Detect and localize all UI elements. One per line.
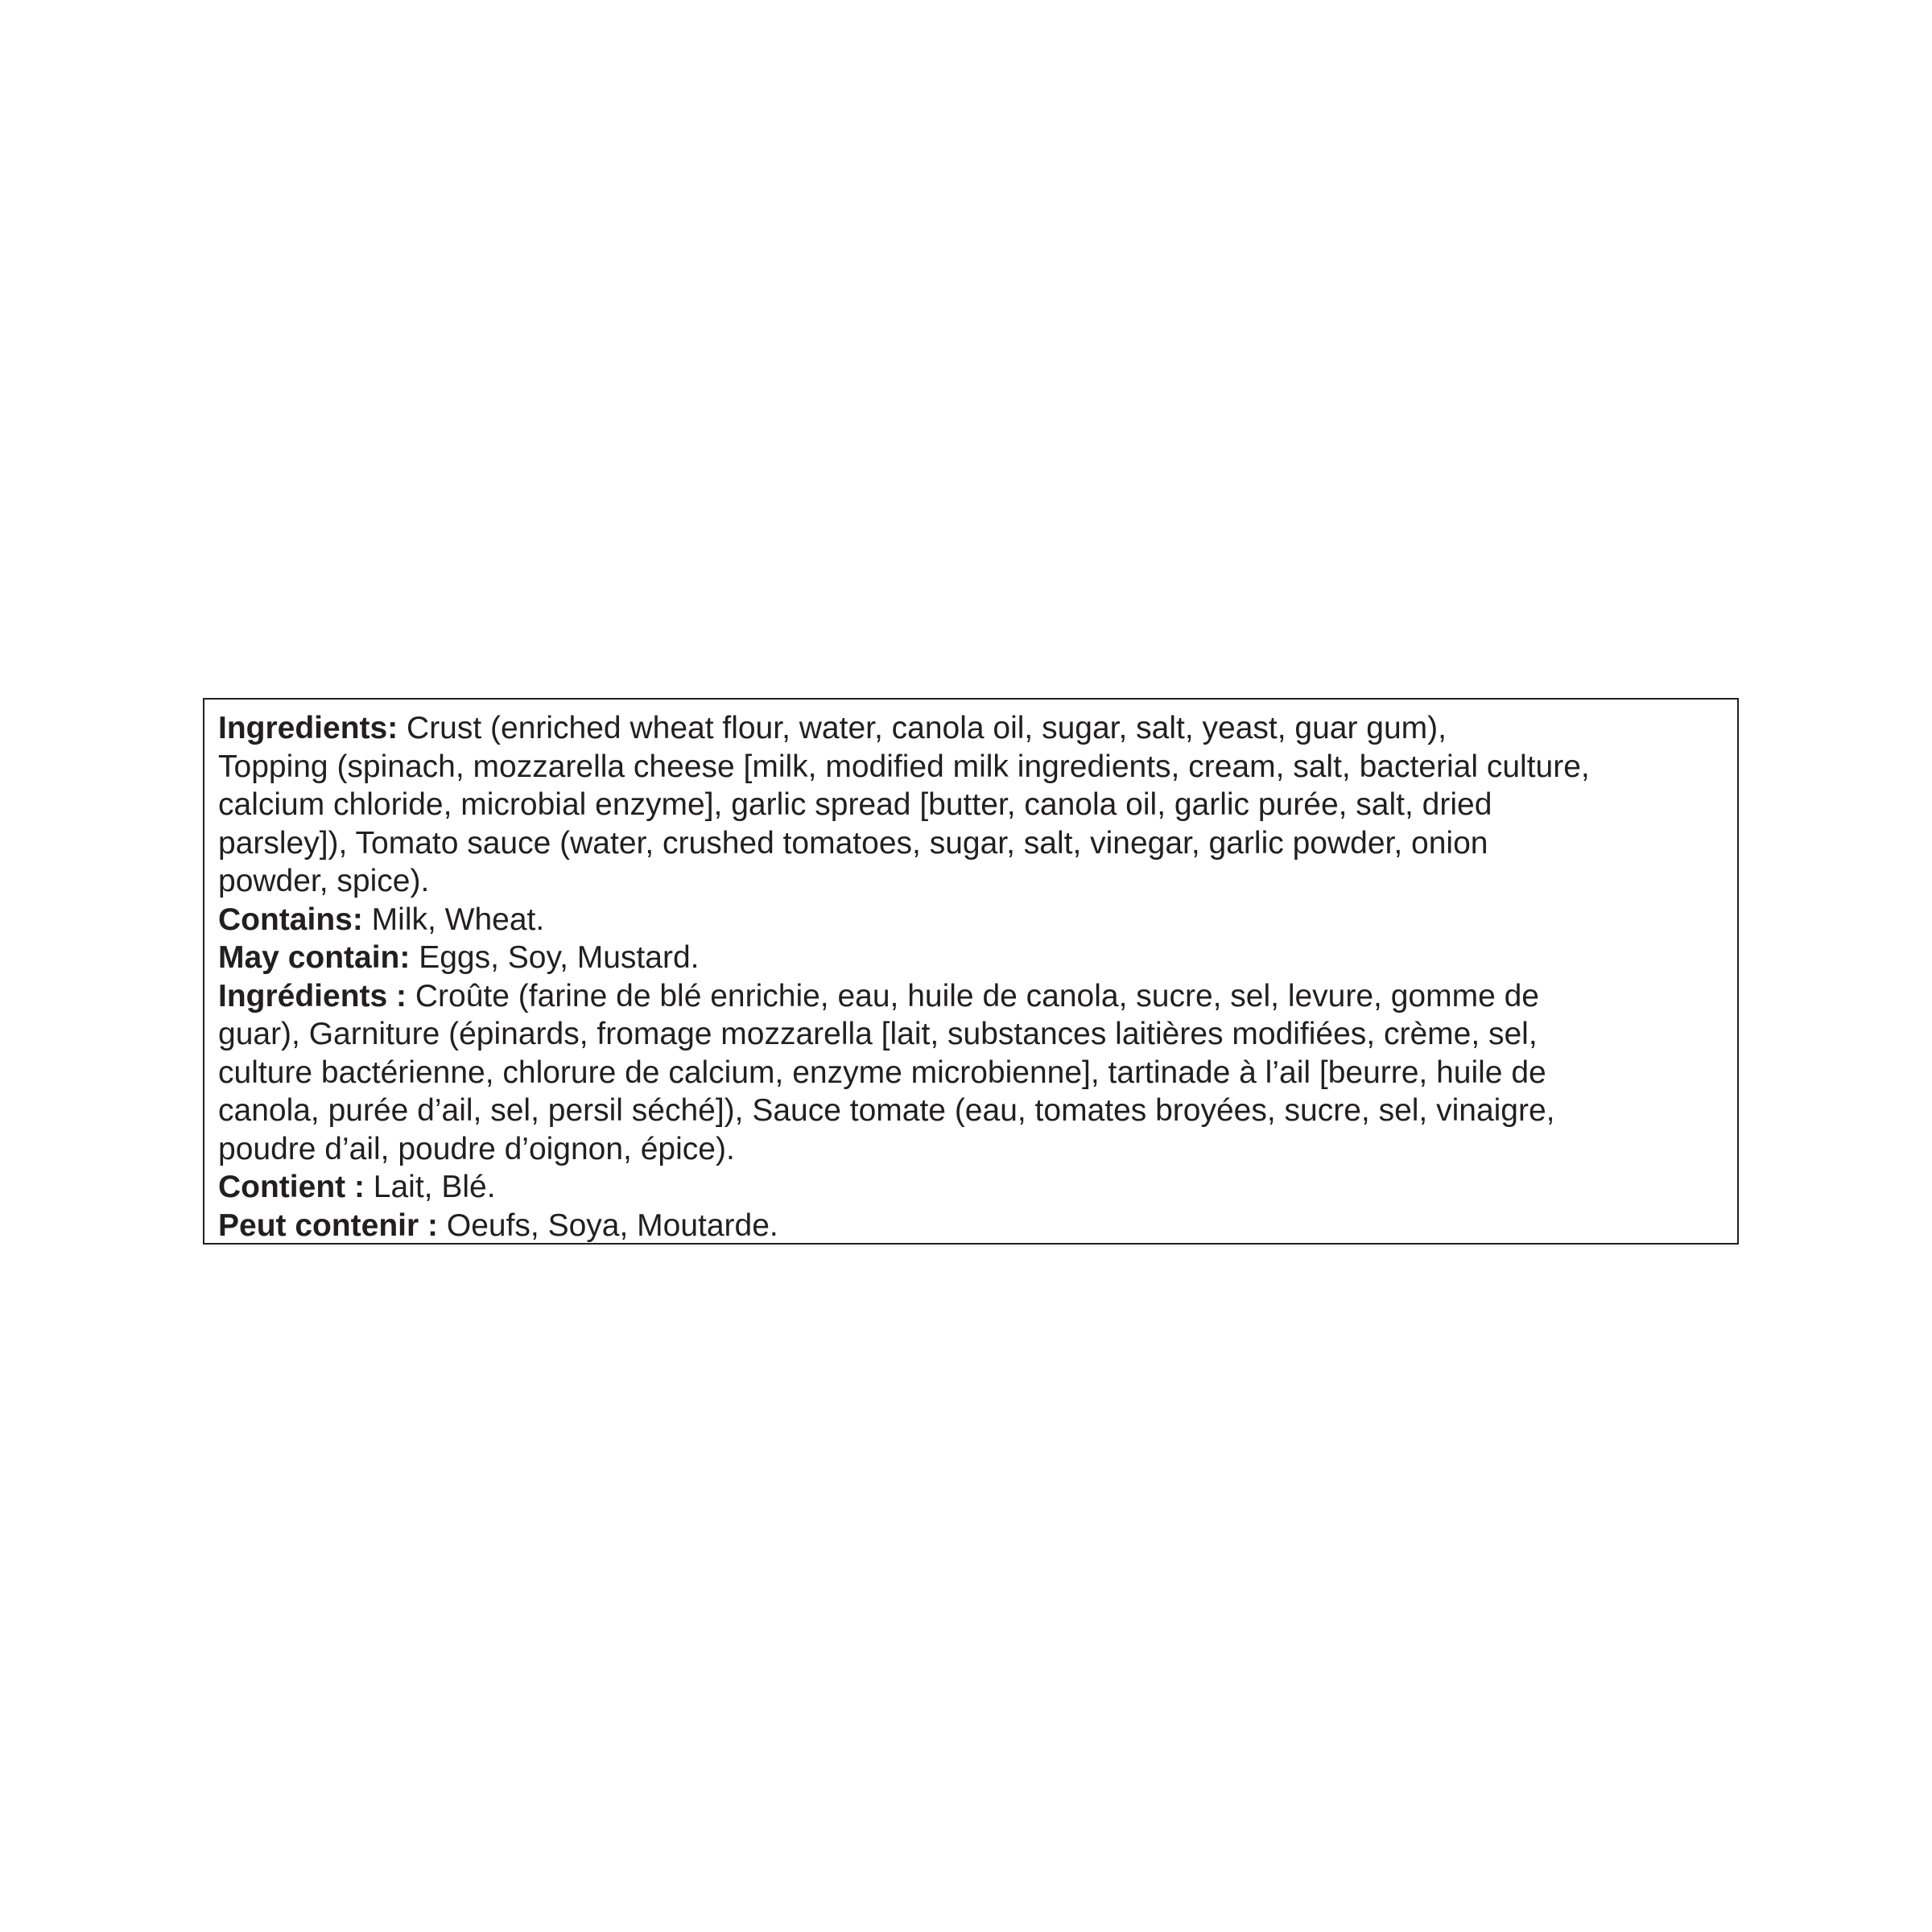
en-ingredients-line-5: powder, spice). bbox=[218, 864, 430, 898]
fr-ingredients-line-2: guar), Garniture (épinards, fromage mozzarella [lait, substances laitières modifiées, crème, sel, bbox=[218, 1017, 1538, 1051]
fr-ingredients-heading: Ingrédients : bbox=[218, 978, 407, 1013]
en-contains-text: Milk, Wheat. bbox=[362, 902, 545, 937]
fr-contains-heading: Contient : bbox=[218, 1170, 365, 1204]
en-contains-heading: Contains: bbox=[218, 902, 363, 937]
en-ingredients-line-2: Topping (spinach, mozzarella cheese [milk, modified milk ingredients, cream, salt, bacterial culture, bbox=[218, 749, 1590, 784]
fr-ingredients-line-4: canola, purée d’ail, sel, persil séché]), Sauce tomate (eau, tomates broyées, sucre, sel, vinaigre, bbox=[218, 1093, 1555, 1128]
ingredients-label-box bbox=[203, 698, 1739, 1245]
en-ingredients-line-3: calcium chloride, microbial enzyme], garlic spread [butter, canola oil, garlic purée, salt, dried bbox=[218, 787, 1492, 822]
fr-ingredients-text-1: Croûte (farine de blé enrichie, eau, huile de canola, sucre, sel, levure, gomme de bbox=[407, 978, 1539, 1013]
fr-contains-line bbox=[218, 1168, 1726, 1207]
en-ingredients-line-1 bbox=[218, 709, 1726, 748]
fr-ingredients-line-1 bbox=[218, 977, 1726, 1016]
en-contains-line bbox=[218, 901, 1726, 939]
fr-may-contain-heading: Peut contenir : bbox=[218, 1208, 439, 1243]
fr-ingredients-line-5: poudre d’ail, poudre d’oignon, épice). bbox=[218, 1131, 735, 1166]
fr-may-contain-line bbox=[218, 1207, 1726, 1245]
fr-contains-text: Lait, Blé. bbox=[364, 1170, 496, 1204]
fr-ingredients-line-3: culture bactérienne, chlorure de calcium, enzyme microbienne], tartinade à l’ail [beurre, huile de bbox=[218, 1055, 1546, 1090]
en-may-contain-line bbox=[218, 939, 1726, 977]
en-ingredients-text-1: Crust (enriched wheat flour, water, canola oil, sugar, salt, yeast, guar gum), bbox=[398, 711, 1447, 745]
en-may-contain-heading: May contain: bbox=[218, 940, 411, 975]
en-may-contain-text: Eggs, Soy, Mustard. bbox=[410, 940, 700, 975]
en-ingredients-line-4: parsley]), Tomato sauce (water, crushed tomatoes, sugar, salt, vinegar, garlic powder, onion bbox=[218, 825, 1488, 861]
fr-may-contain-text: Oeufs, Soya, Moutarde. bbox=[438, 1208, 778, 1243]
en-ingredients-heading: Ingredients: bbox=[218, 711, 398, 745]
